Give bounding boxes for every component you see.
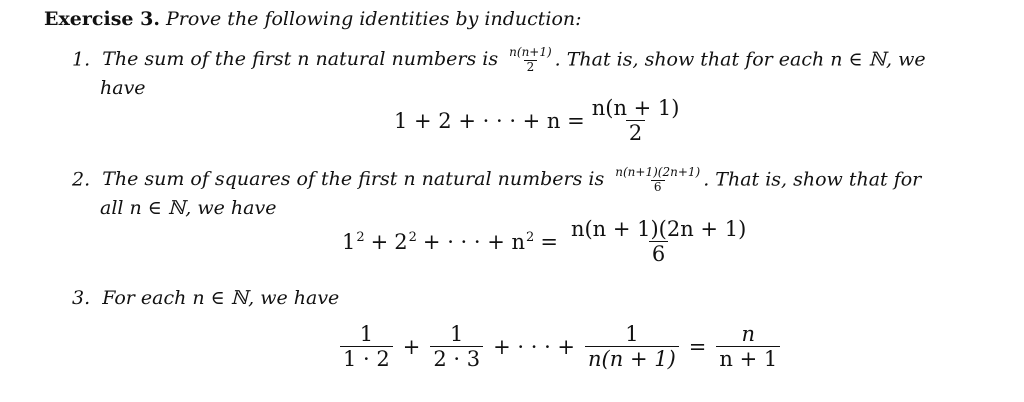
item-3-rhs-numerator: n (741, 322, 756, 346)
item-2-term-2-base: 2 (394, 229, 408, 254)
item-2-term-1-base: 1 (342, 229, 356, 254)
item-3-number: 3. (72, 287, 91, 309)
item-3-text: For each n ∈ ℕ, we have (102, 287, 340, 309)
item-3-fraction-1 (340, 322, 393, 371)
item-3-fraction-2 (430, 322, 483, 371)
item-3-plus: + (402, 334, 421, 359)
item-2-plus: + (370, 229, 389, 254)
item-2-inline-denominator: 6 (651, 180, 665, 195)
item-1-display-equation (394, 96, 686, 145)
item-1-text-post: . That is, show that for each n ∈ ℕ, we (554, 48, 926, 71)
item-3-display-equation (336, 322, 784, 371)
exercise-label: Exercise 3. (44, 8, 160, 30)
item-3-equals: = (688, 334, 707, 359)
item-2-display-equation (342, 217, 753, 266)
item-2-term-2 (394, 230, 417, 254)
item-1-display-denominator: 2 (626, 120, 645, 145)
item-3-fraction-3 (585, 322, 679, 371)
item-2-line-2: all n ∈ ℕ, we have (100, 197, 277, 219)
item-2-number: 2. (72, 168, 91, 191)
item-2-ellipsis-n: + · · · + n (422, 229, 526, 254)
item-2-line-1 (72, 166, 921, 195)
item-2-text-pre: The sum of squares of the first n natural numbers is (102, 168, 605, 191)
item-2-term-1 (342, 230, 365, 254)
item-2-equals: = (540, 229, 558, 254)
item-2-display-fraction (568, 217, 749, 266)
item-2-term-n (423, 230, 534, 254)
item-1-line-2: have (100, 77, 146, 99)
item-2-inline-fraction (612, 166, 703, 195)
item-1-text-pre: The sum of the first n natural numbers is (102, 48, 499, 71)
item-1-inline-fraction (506, 46, 555, 75)
item-3-fraction-3-denominator: n(n + 1) (585, 346, 679, 371)
item-3-fraction-2-denominator: 2 · 3 (430, 346, 483, 371)
item-1-inline-numerator: n(n+1) (509, 45, 552, 59)
item-3-fraction-2-numerator: 1 (450, 322, 464, 346)
item-3-rhs-fraction (716, 322, 780, 371)
item-2-display-denominator: 6 (649, 241, 668, 266)
item-1-line-1 (72, 46, 926, 75)
item-3-fraction-1-numerator: 1 (359, 322, 374, 346)
item-1-display-lhs: 1 + 2 + · · · + n = (394, 108, 585, 133)
exercise-instruction: Prove the following identities by induction: (165, 8, 582, 30)
item-2-term-n-exponent: 2 (526, 229, 535, 245)
item-1-display-numerator: n(n + 1) (591, 96, 680, 120)
item-3-fraction-1-denominator: 1 · 2 (340, 346, 393, 371)
exercise-heading (44, 6, 582, 32)
item-2-text-post: . That is, show that for (703, 168, 922, 191)
item-1-inline-denominator: 2 (524, 60, 538, 75)
item-3-fraction-3-numerator: 1 (625, 322, 639, 346)
item-2-display-numerator: n(n + 1)(2n + 1) (570, 217, 747, 241)
item-2-inline-numerator: n(n+1)(2n+1) (615, 165, 701, 179)
item-1-number: 1. (72, 48, 91, 71)
item-1-display-fraction (589, 96, 683, 145)
item-2-term-1-exponent: 2 (356, 229, 365, 245)
item-3-rhs-denominator: n + 1 (716, 346, 780, 371)
item-2-term-2-exponent: 2 (408, 229, 417, 245)
item-3-line-1 (72, 285, 339, 311)
item-3-ellipsis: + · · · + (493, 334, 576, 359)
